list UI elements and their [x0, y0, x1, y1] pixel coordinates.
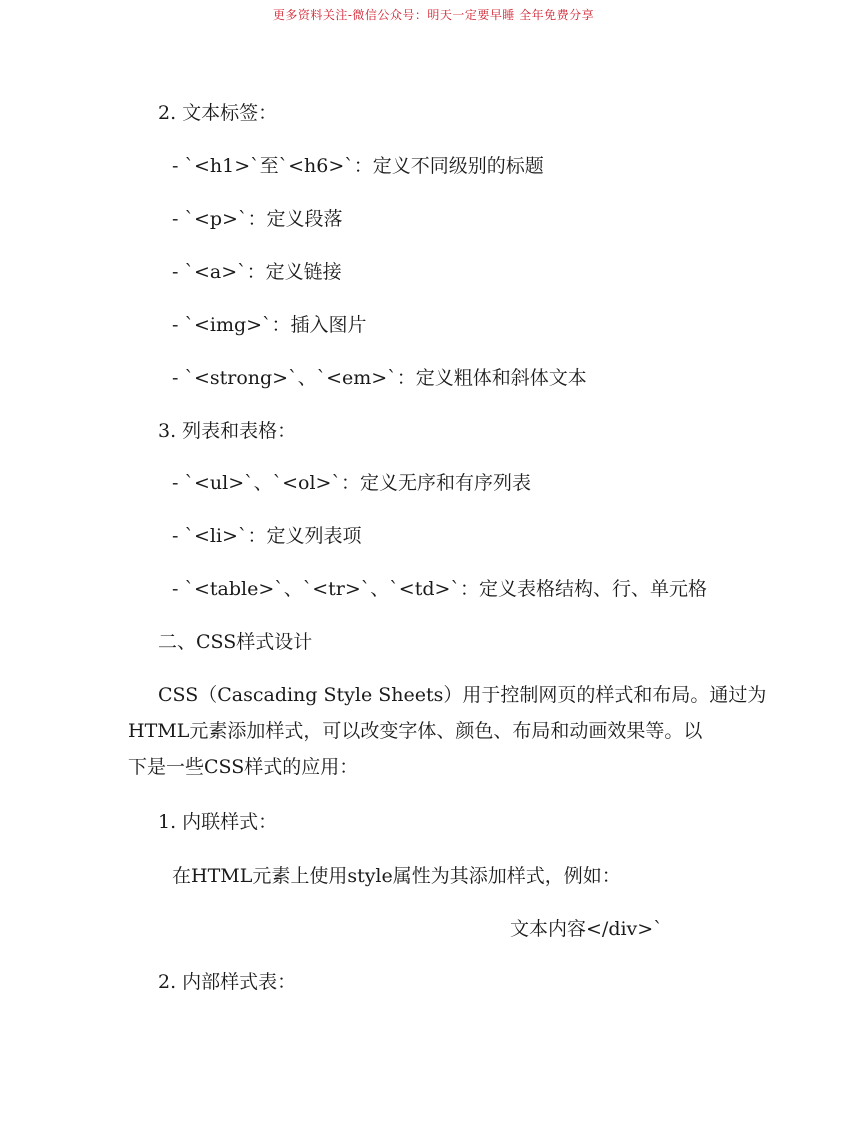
paragraph-line-3: 下是一些CSS样式的应用：	[128, 756, 359, 778]
list-item-strong-em: - `<strong>`、`<em>`：定义粗体和斜体文本	[172, 367, 587, 389]
list-item-ul-ol: - `<ul>`、`<ol>`：定义无序和有序列表	[172, 472, 531, 494]
list-item-img: - `<img>`：插入图片	[172, 314, 367, 336]
inline-style-description: 在HTML元素上使用style属性为其添加样式，例如：	[172, 865, 621, 887]
heading-lists-tables: 3. 列表和表格：	[158, 420, 297, 442]
code-snippet-fragment: 文本内容</div>`	[510, 918, 663, 940]
heading-internal-stylesheet: 2. 内部样式表：	[158, 971, 297, 993]
list-item-p: - `<p>`：定义段落	[172, 208, 343, 230]
paragraph-line-1: CSS（Cascading Style Sheets）用于控制网页的样式和布局。通过为	[158, 684, 767, 706]
list-item-table: - `<table>`、`<tr>`、`<td>`：定义表格结构、行、单元格	[172, 578, 707, 600]
header-note: 更多资料关注-微信公众号：明天一定要早睡 全年免费分享	[272, 8, 595, 22]
list-item-a: - `<a>`：定义链接	[172, 261, 342, 283]
list-item-li: - `<li>`：定义列表项	[172, 525, 362, 547]
list-item-h1-h6: - `<h1>`至`<h6>`：定义不同级别的标题	[172, 155, 544, 177]
heading-inline-style: 1. 内联样式：	[158, 811, 278, 833]
paragraph-line-2: HTML元素添加样式，可以改变字体、颜色、布局和动画效果等。以	[128, 720, 703, 742]
section-heading-css: 二、CSS样式设计	[158, 631, 313, 653]
heading-text-tags: 2. 文本标签：	[158, 102, 278, 124]
